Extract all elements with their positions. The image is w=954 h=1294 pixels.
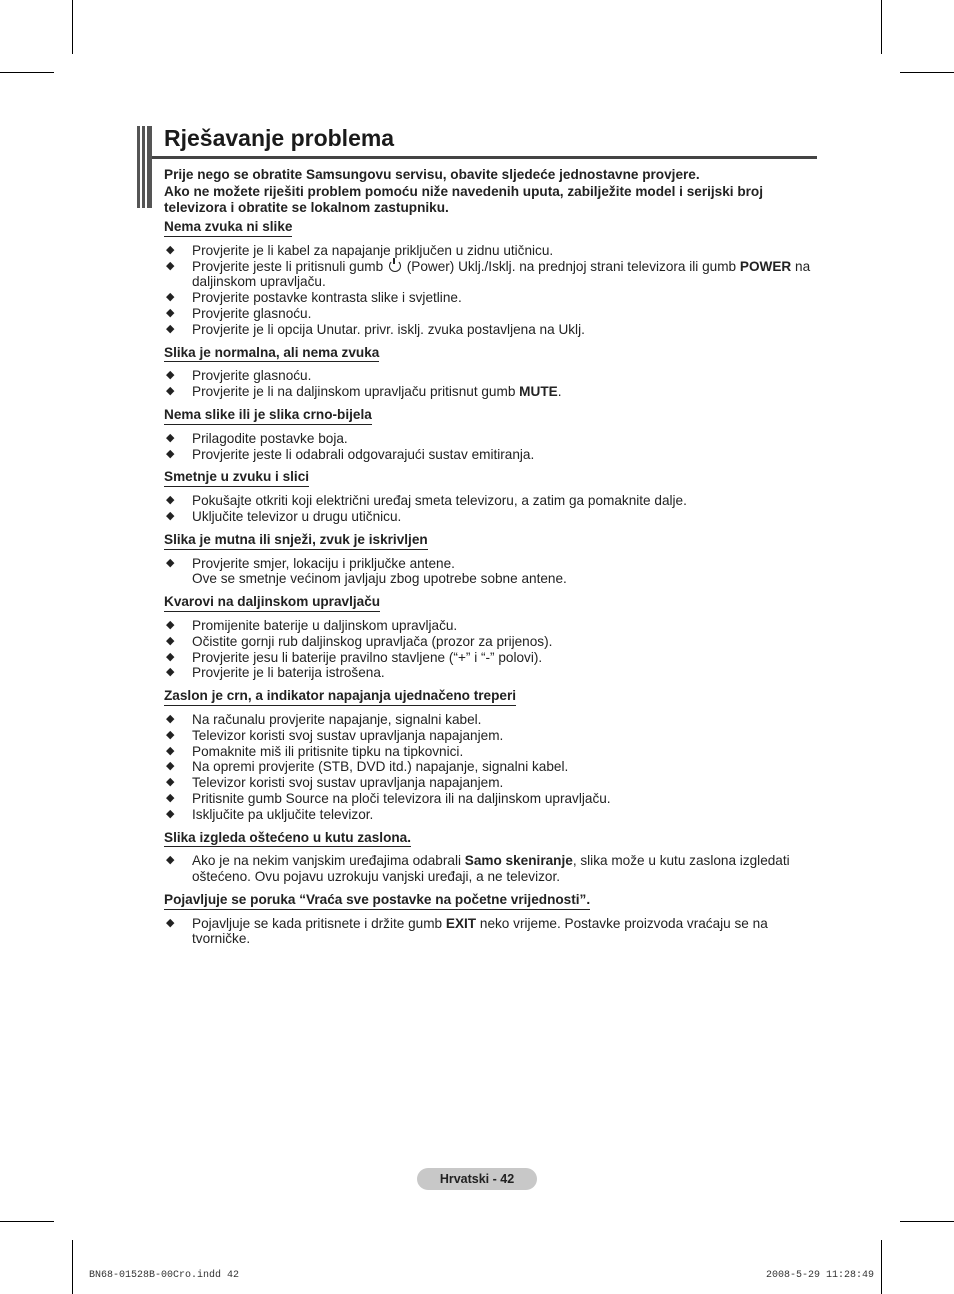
list-item: ◆ Pritisnite gumb Source na ploči televizora ili na daljinskom upravljaču.	[166, 790, 611, 806]
crop-mark	[881, 0, 882, 54]
list-item: ◆ Provjerite je li opcija Unutar. privr. isklj. zvuka postavljena na Uklj.	[166, 321, 585, 337]
section-blurry-picture	[164, 532, 814, 587]
list-item: ◆ Provjerite postavke kontrasta slike i svjetline.	[166, 290, 462, 306]
list-item: ◆ Provjerite jeste li pritisnuli gumb (Power) Uklj./Isklj. na prednjoj strani televizora ili gumb POWER na daljinskom upravljaču.	[166, 258, 811, 290]
section-remote-control	[164, 594, 814, 681]
diamond-bullet-icon: ◆	[166, 306, 175, 319]
list-item: ◆ Provjerite smjer, lokaciju i priključke antene. Ove se smetnje većinom javljaju zbog upotrebe sobne antene.	[166, 555, 567, 587]
list-item: ◆ Provjerite je li na daljinskom upravljaču pritisnut gumb MUTE.	[166, 384, 562, 400]
power-icon	[389, 260, 401, 272]
section-picture-ok-no-sound	[164, 345, 814, 400]
list-item: ◆ Na računalu provjerite napajanje, signalni kabel.	[166, 711, 482, 727]
diamond-bullet-icon: ◆	[166, 776, 175, 789]
section-heading: Slika izgleda oštećeno u kutu zaslona.	[164, 830, 411, 848]
section-heading: Kvarovi na daljinskom upravljaču	[164, 594, 380, 612]
section-black-screen	[164, 688, 814, 822]
list-item: ◆ Provjerite jesu li baterije pravilno stavljene (“+” i “-” polovi).	[166, 649, 543, 665]
list-item: ◆ Na opremi provjerite (STB, DVD itd.) napajanje, signalni kabel.	[166, 759, 569, 775]
section-heading: Slika je normalna, ali nema zvuka	[164, 345, 379, 363]
diamond-bullet-icon: ◆	[166, 447, 175, 460]
list-item: ◆ Provjerite glasnoću.	[166, 368, 312, 384]
list-item: ◆ Pojavljuje se kada pritisnete i držite gumb EXIT neko vrijeme. Postavke proizvoda vraćaju se na tvorničke.	[166, 915, 768, 947]
section-heading: Nema zvuka ni slike	[164, 219, 292, 237]
list-item: ◆ Pomaknite miš ili pritisnite tipku na tipkovnici.	[166, 743, 464, 759]
crop-mark	[881, 1240, 882, 1294]
section-heading: Pojavljuje se poruka “Vraća sve postavke na početne vrijednosti”.	[164, 892, 590, 910]
diamond-bullet-icon: ◆	[166, 509, 175, 522]
list-item: ◆ Ako je na nekim vanjskim uređajima odabrali Samo skeniranje, slika može u kutu zaslona izgledati oštećeno. Ovu pojavu uzrokuju vanjski uređaji, a ne televizor.	[166, 853, 790, 885]
list-item: ◆ Provjerite je li baterija istrošena.	[166, 665, 385, 681]
list-item: ◆ Isključite pa uključite televizor.	[166, 806, 374, 822]
list-item: ◆ Provjerite glasnoću.	[166, 305, 312, 321]
footer-datetime: 2008-5-29 11:28:49	[766, 1270, 875, 1281]
list-item: ◆ Očistite gornji rub daljinskog upravljača (prozor za prijenos).	[166, 633, 553, 649]
page-number-badge: Hrvatski - 42	[417, 1168, 537, 1190]
crop-mark	[72, 0, 73, 54]
section-heading: Smetnje u zvuku i slici	[164, 469, 309, 487]
troubleshooting-list	[164, 219, 814, 954]
diamond-bullet-icon: ◆	[166, 291, 175, 304]
diamond-bullet-icon: ◆	[166, 916, 175, 929]
diamond-bullet-icon: ◆	[166, 807, 175, 820]
diamond-bullet-icon: ◆	[166, 666, 175, 679]
section-heading: Zaslon je crn, a indikator napajanja ujednačeno treperi	[164, 688, 516, 706]
diamond-bullet-icon: ◆	[166, 760, 175, 773]
section-reset-message	[164, 892, 814, 947]
diamond-bullet-icon: ◆	[166, 712, 175, 725]
diamond-bullet-icon: ◆	[166, 854, 175, 867]
section-heading: Nema slike ili je slika crno-bijela	[164, 407, 372, 425]
intro-text	[164, 167, 814, 217]
crop-mark	[72, 1240, 73, 1294]
intro-line: Prije nego se obratite Samsungovu servisu, obavite sljedeće jednostavne provjere.	[164, 167, 700, 182]
diamond-bullet-icon: ◆	[166, 431, 175, 444]
list-item: ◆ Prilagodite postavke boja.	[166, 430, 348, 446]
list-item: ◆ Pokušajte otkriti koji električni uređaj smeta televizoru, a zatim ga pomaknite dalje.	[166, 493, 687, 509]
list-item: ◆ Televizor koristi svoj sustav upravljanja napajanjem.	[166, 727, 504, 743]
section-interference	[164, 469, 814, 524]
diamond-bullet-icon: ◆	[166, 618, 175, 631]
intro-line: Ako ne možete riješiti problem pomoću niže navedenih uputa, zabilježite model i serijski broj	[164, 183, 764, 199]
diamond-bullet-icon: ◆	[166, 650, 175, 663]
crop-mark	[900, 1221, 954, 1222]
diamond-bullet-icon: ◆	[166, 744, 175, 757]
section-damaged-corner	[164, 830, 814, 885]
crop-mark	[0, 72, 54, 73]
crop-mark	[900, 72, 954, 73]
list-item: ◆ Promijenite baterije u daljinskom upravljaču.	[166, 617, 458, 633]
diamond-bullet-icon: ◆	[166, 243, 175, 256]
diamond-bullet-icon: ◆	[166, 791, 175, 804]
diamond-bullet-icon: ◆	[166, 259, 175, 272]
crop-mark	[0, 1221, 54, 1222]
diamond-bullet-icon: ◆	[166, 728, 175, 741]
page-title: Rješavanje problema	[164, 125, 395, 151]
diamond-bullet-icon: ◆	[166, 369, 175, 382]
diamond-bullet-icon: ◆	[166, 322, 175, 335]
diamond-bullet-icon: ◆	[166, 385, 175, 398]
title-rule	[152, 156, 817, 159]
list-item: ◆ Televizor koristi svoj sustav upravljanja napajanjem.	[166, 775, 504, 791]
section-no-picture-bw	[164, 407, 814, 462]
diamond-bullet-icon: ◆	[166, 494, 175, 507]
section-heading: Slika je mutna ili snježi, zvuk je iskrivljen	[164, 532, 428, 550]
footer-file-info: BN68-01528B-00Cro.indd 42	[89, 1270, 240, 1281]
list-item: ◆ Provjerite je li kabel za napajanje priključen u zidnu utičnicu.	[166, 242, 554, 258]
list-item: ◆ Provjerite jeste li odabrali odgovarajući sustav emitiranja.	[166, 446, 535, 462]
diamond-bullet-icon: ◆	[166, 556, 175, 569]
diamond-bullet-icon: ◆	[166, 634, 175, 647]
intro-line: televizora i obratite se lokalnom zastupniku.	[164, 200, 449, 215]
section-no-sound-no-picture	[164, 219, 814, 338]
list-item: ◆ Uključite televizor u drugu utičnicu.	[166, 508, 402, 524]
